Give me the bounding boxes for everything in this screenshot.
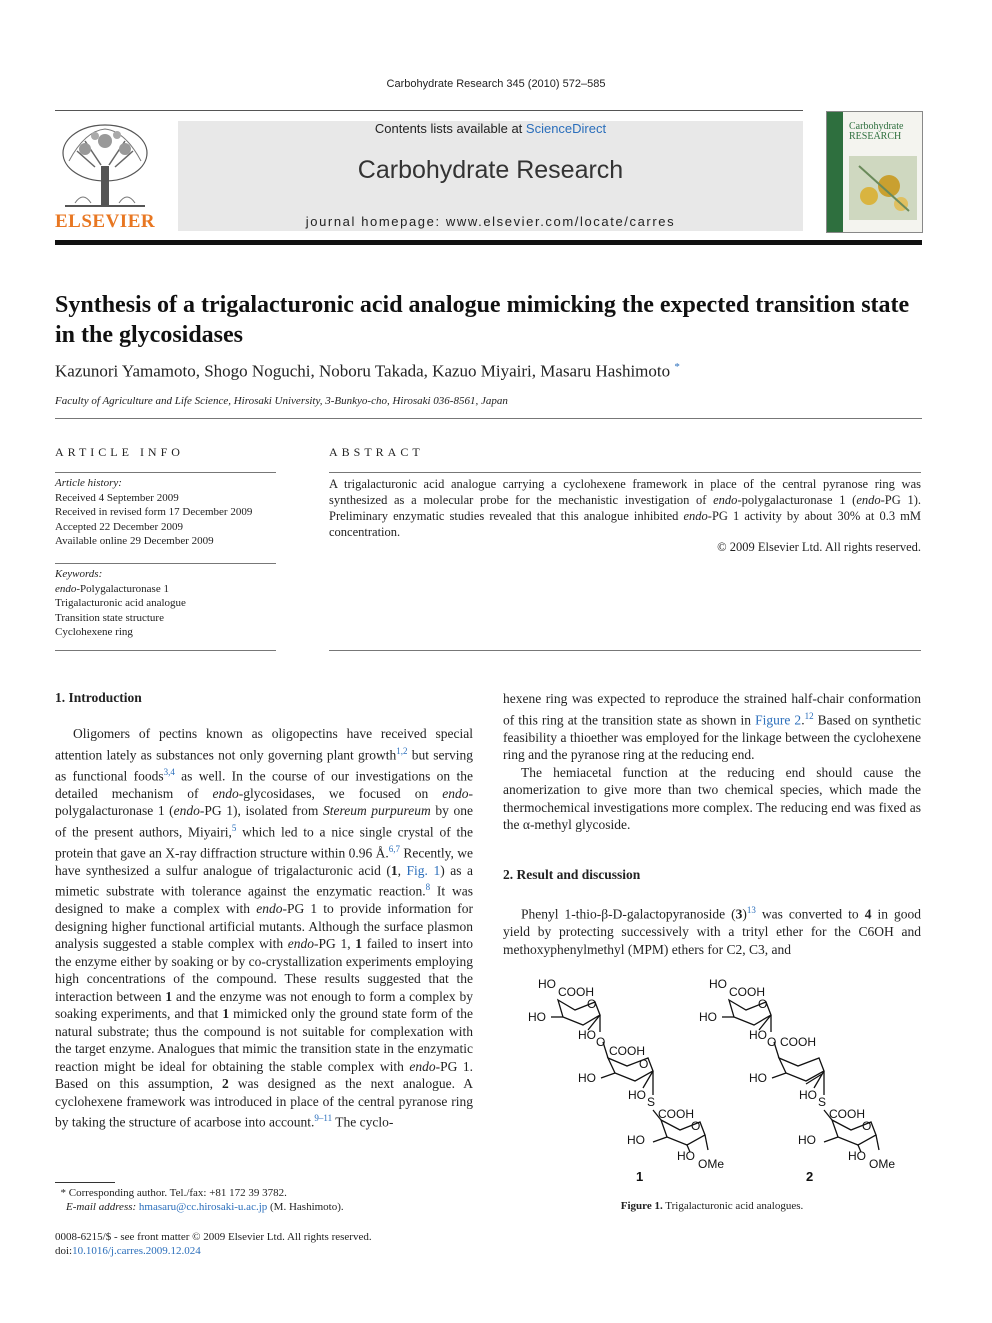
label-ring-oxygen: O	[587, 997, 597, 1011]
label-ho: HO	[699, 1010, 717, 1024]
footnote	[55, 1186, 344, 1214]
label-sulfur: S	[647, 1095, 656, 1109]
results-body: Phenyl 1-thio-β-D-galactopyranoside $(3)^{13}$ was converted to 4 in good yield by protecting successively with a trityl ether for the C6OH and methoxyphenylmethyl (MPM) ethers for C2, C3, and	[503, 905, 922, 957]
section-introduction-heading: 1. Introduction	[55, 690, 142, 705]
keyword-item	[55, 582, 186, 597]
article-history	[55, 476, 252, 549]
article-info-rule-top	[55, 472, 276, 473]
compound-2-label: 2	[806, 1169, 814, 1184]
label-cooh: COOH	[829, 1107, 865, 1121]
label-ho: HO	[628, 1088, 646, 1102]
doi-prefix: doi:	[55, 1245, 73, 1257]
label-cooh: COOH	[609, 1044, 645, 1058]
section-results-heading: 2. Result and discussion	[503, 867, 641, 882]
abstract-copyright: © 2009 Elsevier Ltd. All rights reserved.	[717, 540, 921, 554]
keyword-italic: endo	[55, 582, 77, 595]
label-ho: HO	[528, 1010, 546, 1024]
label-ho: HO	[709, 977, 727, 991]
label-glycosidic-oxygen: O	[767, 1035, 777, 1049]
cover-title-line-2: RESEARCH	[849, 131, 902, 142]
footnote-corresponding-text: Corresponding author. Tel./fax: +81 172 39 3782.	[66, 1187, 287, 1199]
label-ho: HO	[749, 1028, 767, 1042]
bottom-matter	[55, 1230, 372, 1258]
label-ho: HO	[848, 1149, 866, 1163]
history-received: Received 4 September 2009	[55, 491, 179, 504]
label-ring-oxygen: O	[758, 997, 768, 1011]
label-ome: OMe	[869, 1157, 896, 1171]
email-label: E-mail address:	[66, 1201, 137, 1213]
label-ho: HO	[798, 1133, 816, 1147]
author-list	[55, 361, 680, 382]
label-ring-oxygen: O	[691, 1119, 701, 1133]
cover-spine	[827, 112, 843, 232]
journal-cover-thumbnail	[826, 111, 923, 233]
label-ring-oxygen: O	[862, 1119, 872, 1133]
affiliation: Faculty of Agriculture and Life Science, Hirosaki University, 3-Bunkyo-cho, Hirosaki 036-8561, Japan	[55, 395, 508, 407]
history-online: Available online 29 December 2009	[55, 535, 214, 547]
contents-line	[178, 121, 803, 136]
corresponding-mark[interactable]: *	[674, 361, 680, 373]
figure-caption-text: Trigalacturonic acid analogues.	[662, 1200, 804, 1212]
contents-prefix: Contents lists available at	[374, 121, 526, 136]
cover-title-line-1: Carbohydrate	[849, 121, 904, 132]
figure-caption	[503, 1200, 921, 1212]
label-ho: HO	[749, 1071, 767, 1085]
email-suffix: (M. Hashimoto).	[267, 1201, 344, 1213]
label-cooh: COOH	[729, 985, 765, 999]
abstract-heading: ABSTRACT	[329, 445, 424, 459]
keywords	[55, 567, 186, 640]
doi-link[interactable]: 10.1016/j.carres.2009.12.024	[72, 1245, 201, 1257]
label-ho: HO	[627, 1133, 645, 1147]
footnote-rule	[55, 1182, 115, 1183]
authors-text: Kazunori Yamamoto, Shogo Noguchi, Noboru Takada, Kazuo Miyairi, Masaru Hashimoto	[55, 361, 671, 381]
label-cooh: COOH	[658, 1107, 694, 1121]
journal-banner	[178, 121, 803, 231]
keyword-item: Trigalacturonic acid analogue	[55, 597, 186, 609]
article-title: Synthesis of a trigalacturonic acid analogue mimicking the expected transition state in the glycosidases	[55, 292, 910, 348]
abstract-rule-top	[329, 472, 921, 473]
introduction-body: Oligomers of pectins known as oligopectins have received special attention lately as substances not only governing plant growth$^{1,2}$ but serving as functional foods$^{3,4}$ as well. In the course of our investigations on the detailed mechanism of endo-glycosidases, we focused on endo-polygalacturonase 1 (endo-PG 1), isolated from Stereum purpureum by one of the present authors, Miyairi,$^5$ which led to a nice single crystal of the protein that gave an X-ray diffraction structure within 0.96 Å.$^{6,7}$ Recently, we have synthesized a sulfur analogue of trigalacturonic acid (1, Fig. 1) as a mimetic substrate with tolerance against the enzymatic reaction.$^8$ It was designed to make a complex with endo-PG 1 to provide information for designing higher functional artificial mutants. Although the surface plasmon analysis suggested a stable complex with endo-PG 1, 1 failed to insert into the enzyme either by soaking or by co-crystallization experiments employing high concentrations of the compound. These results suggested that the interaction between 1 and the enzyme was not enough to form a complex by soaking experiments, and that 1 mimicked only the ground state form of the natural substrate; thus the compound is not suitable for complexation with the target enzyme. Analogues that mimic the transition state in the enzymatic reaction might be ideal for obtaining the stable complex with endo-PG 1. Based on this assumption, 2 was designed as the next analogue. A cyclohexene framework was introduced in place of the central pyranose ring by taking the structure of acarbose into account.$^{9-11}$ The cyclo-	[55, 726, 474, 1130]
label-ho: HO	[799, 1088, 817, 1102]
article-info-rule-bottom	[55, 650, 276, 651]
label-glycosidic-oxygen: O	[596, 1035, 606, 1049]
label-ome: OMe	[698, 1157, 725, 1171]
email-link[interactable]: hmasaru@cc.hirosaki-u.ac.jp	[138, 1201, 268, 1213]
journal-reference: Carbohydrate Research 345 (2010) 572–585	[386, 78, 606, 90]
label-ho: HO	[538, 977, 556, 991]
journal-name: Carbohydrate Research	[357, 156, 624, 184]
label-ho: HO	[677, 1149, 695, 1163]
cover-title	[849, 122, 903, 142]
history-accepted: Accepted 22 December 2009	[55, 520, 183, 533]
affiliation-divider	[55, 418, 922, 419]
elsevier-wordmark: ELSEVIER	[55, 211, 156, 232]
footnote-star: *	[60, 1187, 66, 1199]
label-ho: HO	[578, 1071, 596, 1085]
keyword-item: Transition state structure	[55, 611, 164, 624]
sciencedirect-link[interactable]: ScienceDirect	[525, 121, 607, 136]
introduction-body-continued: hexene ring was expected to reproduce the strained half-chair conformation of this ring at the transition state as shown in Figure 2.12 Based on synthetic feasibility a thioether was employed for the linkage between the cyclohexene ring and the pyranose ring at the reducing end. The hemiacetal function at the reducing end should cause the anomerization to give more than two chemical species, which made the thermochemical investigations more complex. The reducing end was fixed as the α-methyl glycoside.	[503, 691, 921, 832]
history-revised: Received in revised form 17 December 2009	[55, 506, 253, 518]
history-label: Article history:	[55, 477, 122, 489]
header-divider	[55, 110, 803, 111]
footnote-email	[55, 1200, 344, 1214]
keywords-label: Keywords:	[55, 568, 103, 580]
compound-1-label: 1	[636, 1169, 644, 1184]
doi-line	[55, 1244, 372, 1258]
keyword-rest: -Polygalacturonase 1	[76, 582, 169, 595]
article-info-rule-mid	[55, 563, 276, 564]
cover-image	[849, 156, 917, 220]
figure-1-structures	[503, 970, 921, 1195]
article-info-heading: ARTICLE INFO	[55, 445, 184, 459]
journal-homepage[interactable]: journal homepage: www.elsevier.com/locate/carres	[305, 214, 676, 229]
label-ho: HO	[578, 1028, 596, 1042]
footnote-corresponding	[55, 1186, 344, 1200]
abstract-rule-bottom	[329, 650, 921, 651]
abstract-text: A trigalacturonic acid analogue carrying a cyclohexene framework in place of the central pyranose ring was synthesized as a molecular probe for the mechanistic investigation of endo-polygalacturonase 1 (endo-PG 1). Preliminary enzymatic studies revealed that this analogue inhibited endo-PG 1 activity by about 30% at 0.3 mM concentration.	[329, 477, 922, 539]
label-cooh: COOH	[780, 1035, 816, 1049]
issn-line: 0008-6215/$ - see front matter © 2009 Elsevier Ltd. All rights reserved.	[55, 1231, 372, 1243]
keyword-item: Cyclohexene ring	[55, 626, 133, 638]
label-sulfur: S	[818, 1095, 827, 1109]
label-cooh: COOH	[558, 985, 594, 999]
figure-caption-label: Figure 1.	[620, 1200, 663, 1212]
label-ring-oxygen: O	[639, 1057, 649, 1071]
header-thick-rule	[55, 240, 922, 245]
